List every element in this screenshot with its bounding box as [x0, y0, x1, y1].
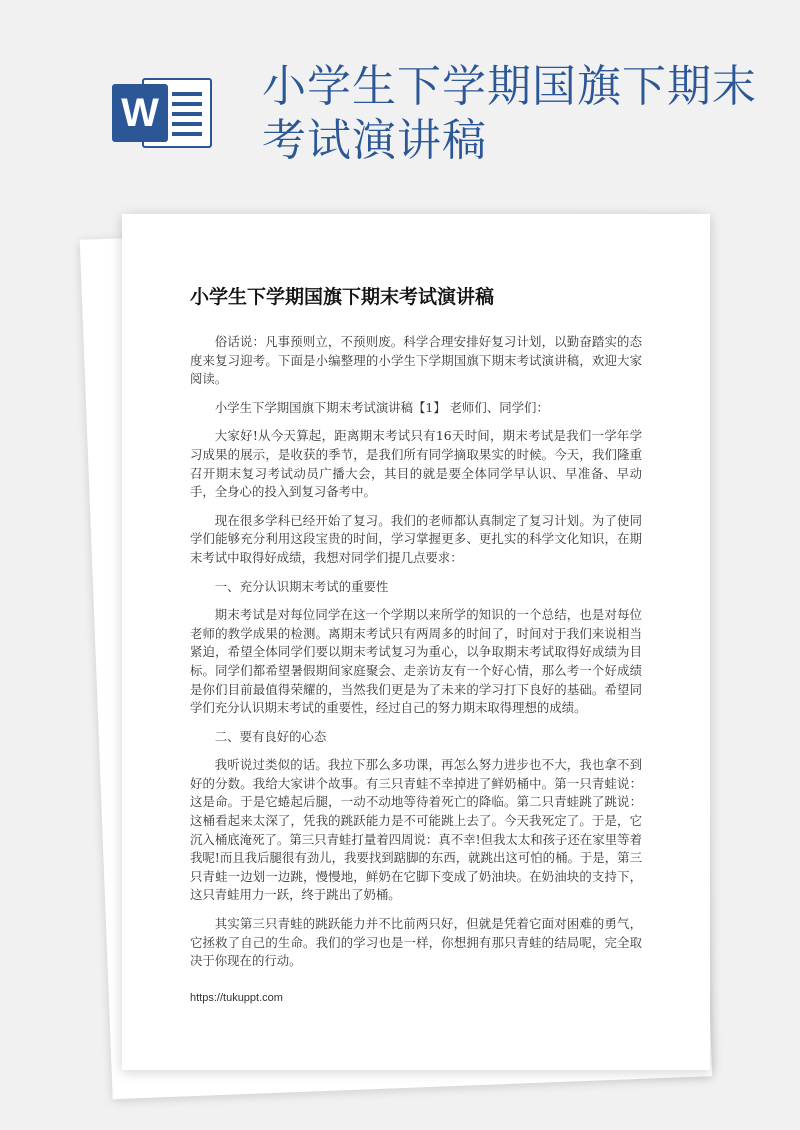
document-title: 小学生下学期国旗下期末考试演讲稿 [190, 286, 495, 308]
body-paragraph: 期末考试是对每位同学在这一个学期以来所学的知识的一个总结，也是对每位老师的教学成果的检测。离期末考试只有两周多的时间了，时间对于我们来说相当紧迫，希望全体同学们要以期末考试复习为重心，以争取期末考试取得好成绩为目标。同学们都希望暑假期间家庭聚会、走亲访友有一个好心情，那么考一个好成绩是你们目前最值得荣耀的，当然我们更是为了未来的学习打下良好的基础。希望同学们充分认识期末考试的重要性，经过自己的努力期末取得理想的成绩。 [190, 607, 642, 716]
body-paragraph: 现在很多学科已经开始了复习。我们的老师都认真制定了复习计划。为了使同学们能够充分利用这段宝贵的时间，学习掌握更多、更扎实的科学文化知识，在期末考试中取得好成绩，我想对同学们提几点要求： [190, 512, 642, 565]
header [0, 0, 800, 200]
intro-paragraph: 俗话说：凡事预则立，不预则废。科学合理安排好复习计划，以勤奋踏实的态度来复习迎考。下面是小编整理的小学生下学期国旗下期末考试演讲稿，欢迎大家阅读。 [190, 334, 642, 387]
word-w-badge: W [112, 84, 168, 142]
document-page [122, 214, 710, 1070]
word-document-icon [112, 78, 212, 148]
speech-heading: 小学生下学期国旗下期末考试演讲稿【1】 老师们、同学们： [214, 399, 549, 415]
footer-url: https://tukuppt.com [190, 992, 283, 1004]
body-paragraph: 我听说过类似的话。我拉下那么多功课，再怎么努力进步也不大，我也拿不到好的分数。我给大家讲个故事。有三只青蛙不幸掉进了鲜奶桶中。第一只青蛙说：这是命。于是它蜷起后腿，一动不动地等待着死亡的降临。第二只青蛙跳了跳说：这桶看起来太深了，凭我的跳跃能力是不可能跳上去了。今天我死定了。于是，它沉入桶底淹死了。第三只青蛙打量着四周说：真不幸!但我太太和孩子还在家里等着我呢!而且我后腿很有劲儿，我要找到踮脚的东西，就跳出这可怕的桶。于是，第三只青蛙一边划一边跳，慢慢地，鲜奶在它脚下变成了奶油块。在奶油块的支持下，这只青蛙用力一跃，终于跳出了奶桶。 [190, 757, 642, 903]
body-paragraph: 大家好!从今天算起，距离期末考试只有16天时间，期末考试是我们一学年学习成果的展示，是收获的季节，是我们所有同学摘取果实的时候。今天，我们隆重召开期末复习考试动员广播大会，其目的就是要全体同学早认识、早准备、早动手，全身心的投入到复习备考中。 [190, 428, 642, 500]
section-heading: 一、充分认识期末考试的重要性 [214, 578, 389, 594]
section-heading: 二、要有良好的心态 [214, 728, 327, 744]
body-paragraph: 其实第三只青蛙的跳跃能力并不比前两只好，但就是凭着它面对困难的勇气，它拯救了自己的生命。我们的学习也是一样，你想拥有那只青蛙的结局呢，完全取决于你现在的行动。 [190, 916, 642, 969]
page-title: 小学生下学期国旗下期末考试演讲稿 [262, 61, 757, 166]
